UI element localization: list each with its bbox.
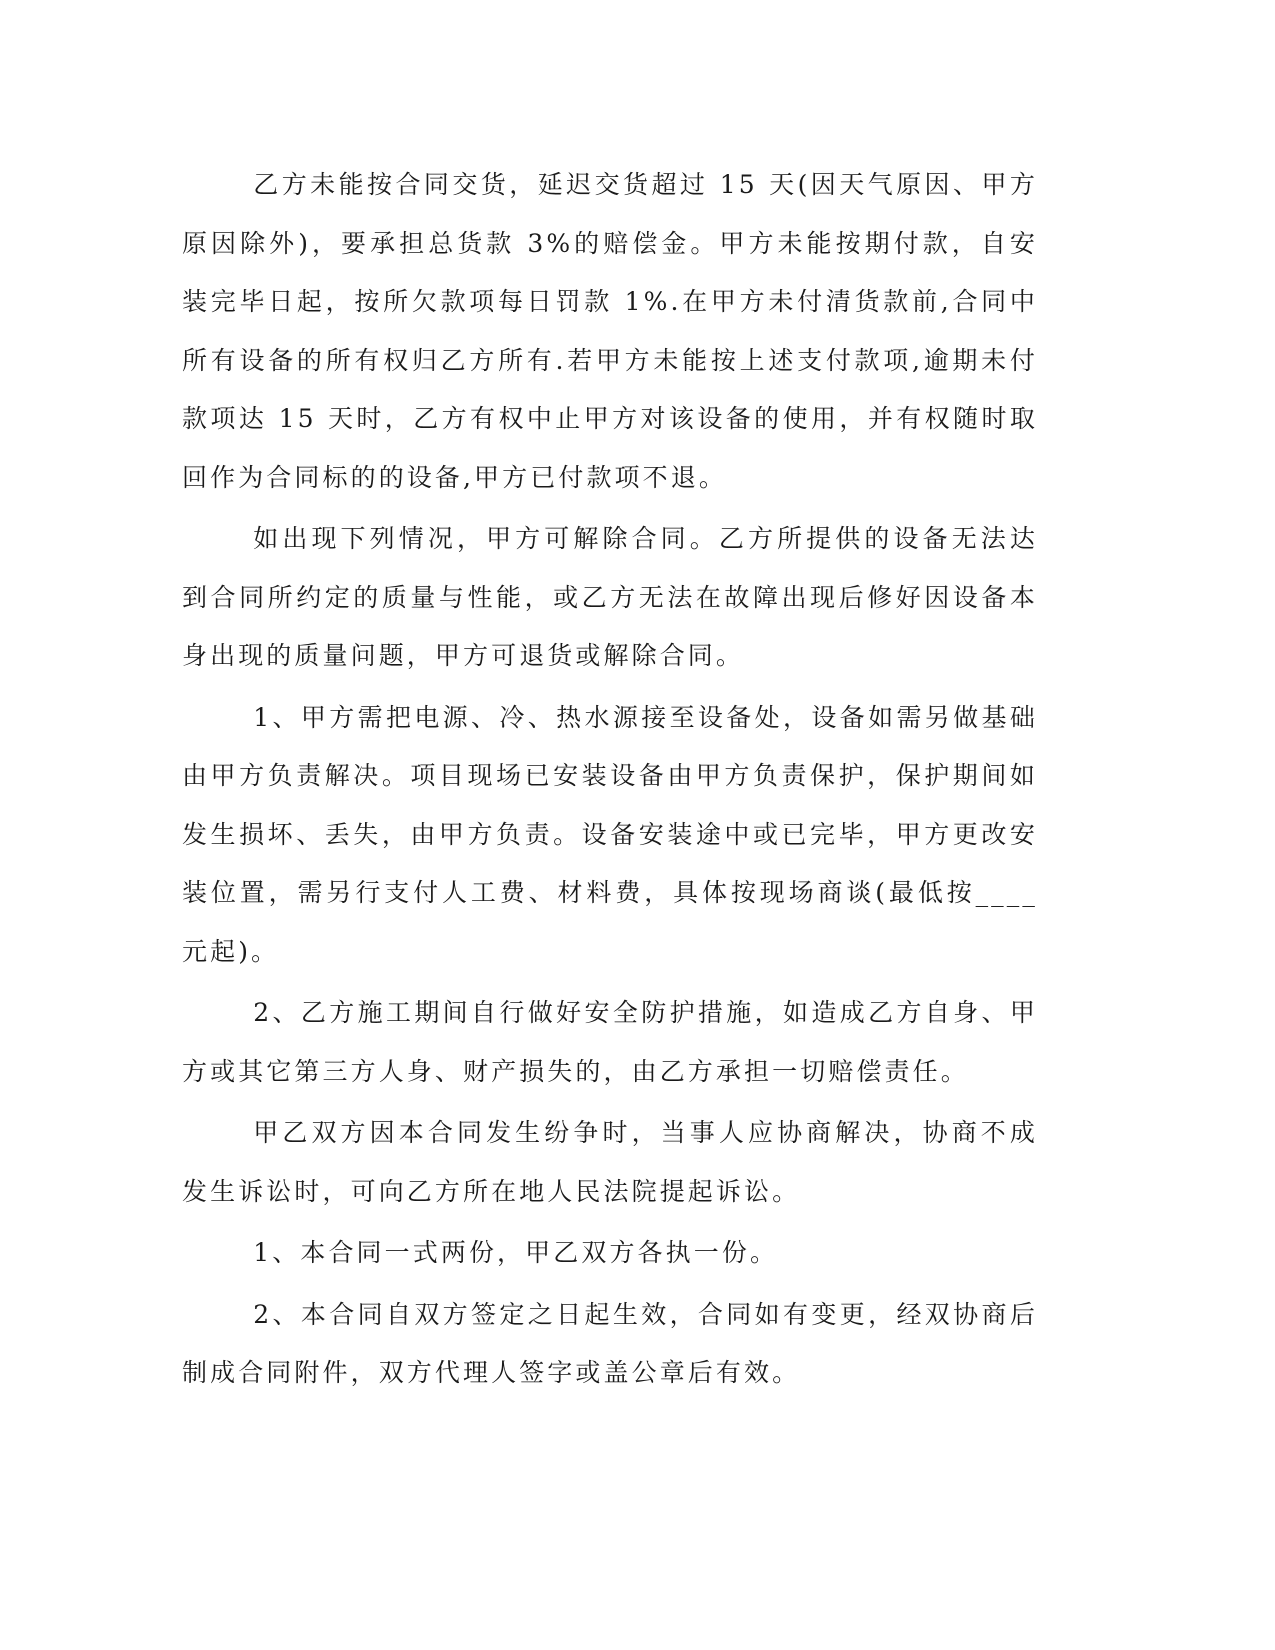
paragraph-clause-2-safety: 2、乙方施工期间自行做好安全防护措施，如造成乙方自身、甲方或其它第三方人身、财产损失的，由乙方承担一切赔偿责任。 <box>182 998 1038 1086</box>
paragraph-contract-termination: 如出现下列情况，甲方可解除合同。乙方所提供的设备无法达到合同所约定的质量与性能，或乙方无法在故障出现后修好因设备本身出现的质量问题，甲方可退货或解除合同。 <box>182 524 1038 670</box>
paragraph-clause-1-copies: 1、本合同一式两份，甲乙双方各执一份。 <box>253 1238 779 1267</box>
paragraph-clause-2-effective: 2、本合同自双方签定之日起生效，合同如有变更，经双协商后制成合同附件，双方代理人签字或盖公章后有效。 <box>182 1299 1038 1387</box>
document-page <box>182 156 1038 1403</box>
paragraph-dispute-resolution: 甲乙双方因本合同发生纷争时，当事人应协商解决，协商不成发生诉讼时，可向乙方所在地人民法院提起诉讼。 <box>182 1118 1038 1206</box>
paragraph-delivery-delay-penalty: 乙方未能按合同交货，延迟交货超过 15 天(因天气原因、甲方原因除外)，要承担总货款 3%的赔偿金。甲方未能按期付款，自安装完毕日起，按所欠款项每日罚款 1%.在甲方未付清货款前,合同中所有设备的所有权归乙方所有.若甲方未能按上述支付款项,逾期未付款项达 15 天时，乙方有权中止甲方对该设备的使用，并有权随时取回作为合同标的的设备,甲方已付款项不退。 <box>182 170 1038 492</box>
paragraph-clause-1-party-a-duties: 1、甲方需把电源、冷、热水源接至设备处，设备如需另做基础由甲方负责解决。项目现场已安装设备由甲方负责保护，保护期间如发生损坏、丢失，由甲方负责。设备安装途中或已完毕，甲方更改安装位置，需另行支付人工费、材料费，具体按现场商谈(最低按____元起)。 <box>182 702 1038 966</box>
